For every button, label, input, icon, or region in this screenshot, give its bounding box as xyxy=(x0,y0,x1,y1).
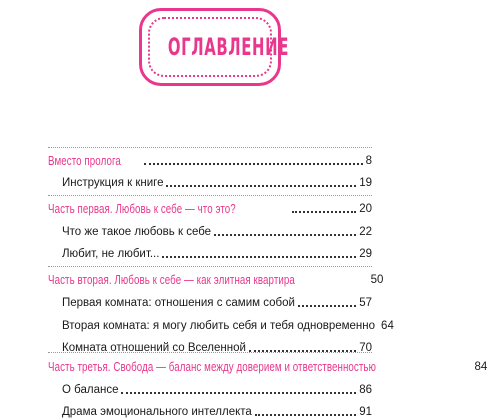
toc-entry-part[interactable] xyxy=(48,148,372,168)
toc-entry-part[interactable] xyxy=(48,354,487,374)
toc-entry-page: 50 xyxy=(370,274,384,286)
toc-entry-title: Инструкция к книге xyxy=(62,177,164,189)
toc-entry-title: Комната отношений со Вселенной xyxy=(62,342,246,354)
separator xyxy=(48,352,372,353)
toc-entry-item[interactable] xyxy=(62,219,372,239)
toc-entry-title: Вторая комната: я могу любить себя и тебя одновременно xyxy=(62,320,376,332)
toc-entry-item[interactable] xyxy=(62,377,372,397)
toc-entry-page: 70 xyxy=(359,342,372,354)
toc-entry-title: Часть вторая. Любовь к себе — как элитная квартира xyxy=(48,273,295,287)
dot-leader xyxy=(162,256,356,258)
dot-leader xyxy=(292,211,356,213)
toc-entry-item[interactable] xyxy=(62,170,372,190)
dot-leader xyxy=(166,185,356,187)
toc-entry-page: 84 xyxy=(474,361,487,373)
toc-entry-page: 8 xyxy=(365,155,372,167)
toc-entry-part[interactable] xyxy=(48,267,384,287)
toc-entry-page: 20 xyxy=(359,203,372,215)
toc-entry-title: Что же такое любовь к себе xyxy=(62,226,212,238)
toc-entry-title: Драма эмоционального интеллекта xyxy=(62,406,252,418)
toc-entry-item[interactable] xyxy=(62,313,394,333)
dot-leader xyxy=(255,414,356,416)
toc-entry-page: 29 xyxy=(359,248,372,260)
toc-entry-title: Часть первая. Любовь к себе — что это? xyxy=(48,202,236,216)
toc-entry-item[interactable] xyxy=(62,399,372,419)
toc-entry-title: О балансе xyxy=(62,384,119,396)
toc-entry-page: 22 xyxy=(359,226,372,238)
toc-entry-page: 19 xyxy=(359,177,372,189)
toc-entry-page: 64 xyxy=(381,320,394,332)
page-title: ОГЛАВЛЕНИЕ xyxy=(167,33,289,61)
dot-leader xyxy=(298,305,356,307)
toc-entry-title: Любит, не любит... xyxy=(62,248,160,260)
toc-entry-page: 91 xyxy=(359,406,372,418)
dot-leader xyxy=(121,392,356,394)
toc-entry-part[interactable] xyxy=(48,196,372,216)
dot-leader xyxy=(144,163,362,165)
dot-leader xyxy=(214,234,356,236)
toc-entry-item[interactable] xyxy=(62,241,372,261)
toc-entry-page: 57 xyxy=(359,297,372,309)
toc-entry-page: 86 xyxy=(359,384,372,396)
toc-entry-title: Часть третья. Свобода — баланс между доверием и ответственностью xyxy=(48,360,376,374)
toc-entry-item[interactable] xyxy=(62,290,372,310)
title-badge xyxy=(139,8,289,86)
toc-entry-title: Вместо пролога xyxy=(48,154,121,168)
toc-entry-title: Первая комната: отношения с самим собой xyxy=(62,297,295,309)
